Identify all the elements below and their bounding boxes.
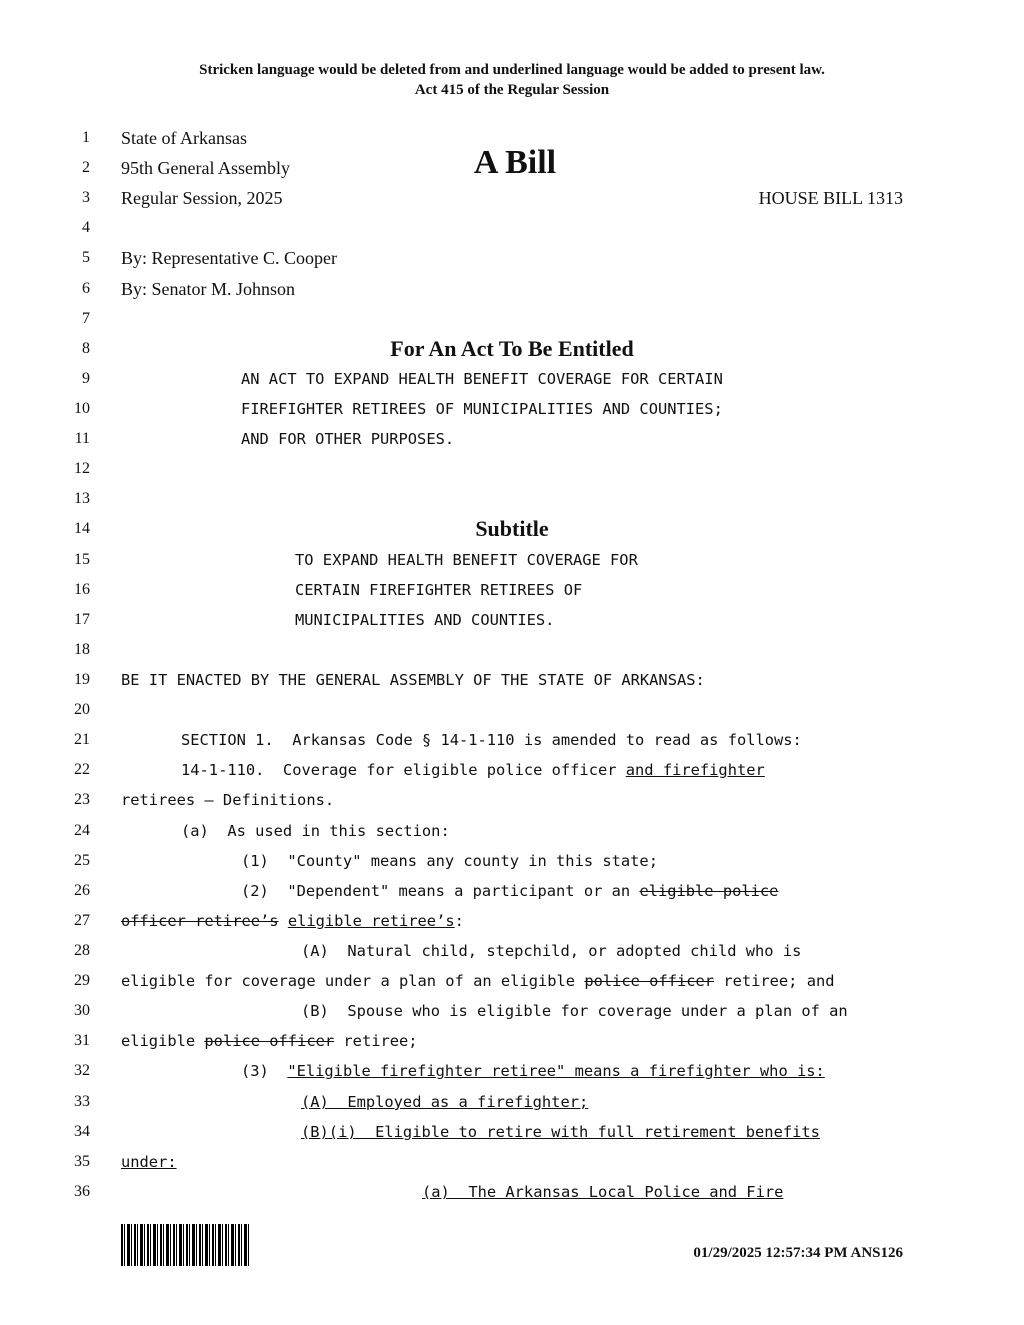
- general-assembly: 95th General Assembly: [121, 158, 290, 178]
- body-text: 14-1-110. Coverage for eligible police officer: [181, 761, 626, 779]
- stricken-text: eligible police: [639, 882, 779, 900]
- line-number: 25: [74, 852, 90, 869]
- line-number: 4: [82, 219, 90, 236]
- state-name: State of Arkansas: [121, 128, 247, 148]
- line-number: 17: [74, 611, 90, 628]
- stricken-text: officer retiree’s: [121, 912, 279, 930]
- stricken-text: police officer: [584, 972, 715, 990]
- body-text: retiree; and: [714, 972, 835, 990]
- body-text: eligible for coverage under a plan of an eligible: [121, 972, 585, 990]
- added-text: eligible retiree’s: [287, 912, 455, 930]
- added-text: (a) The Arkansas Local Police and Fire: [422, 1183, 784, 1201]
- amendment-notice: Stricken language would be deleted from and underlined language would be added to present law.: [199, 62, 825, 78]
- line-number: 18: [74, 641, 90, 658]
- line-number: 28: [74, 942, 90, 959]
- added-text: "Eligible firefighter retiree" means a firefighter who is:: [287, 1062, 825, 1080]
- body-line: (a) As used in this section:: [181, 822, 450, 840]
- line-number: 23: [74, 791, 90, 808]
- line-number: 32: [74, 1062, 90, 1079]
- subtitle-line: CERTAIN FIREFIGHTER RETIREES OF: [295, 581, 583, 599]
- line-number: 15: [74, 551, 90, 568]
- line-number: 11: [74, 430, 90, 447]
- subtitle-line: TO EXPAND HEALTH BENEFIT COVERAGE FOR: [295, 551, 638, 569]
- body-line: [121, 966, 835, 996]
- line-number: 3: [82, 189, 90, 206]
- line-number: 8: [82, 340, 90, 357]
- barcode: [121, 1224, 249, 1266]
- line-number: 35: [74, 1153, 90, 1170]
- entitled-heading: For An Act To Be Entitled: [390, 336, 634, 361]
- added-text: under:: [121, 1153, 177, 1171]
- body-line: (A) Natural child, stepchild, or adopted child who is: [301, 942, 802, 960]
- entitled-line: AN ACT TO EXPAND HEALTH BENEFIT COVERAGE FOR CERTAIN: [241, 370, 723, 388]
- added-text: (B)(i) Eligible to retire with full retirement benefits: [301, 1123, 820, 1141]
- body-line: (B) Spouse who is eligible for coverage under a plan of an: [301, 1002, 848, 1020]
- line-number: 5: [82, 249, 90, 266]
- added-text: (A) Employed as a firefighter;: [301, 1093, 589, 1111]
- line-number: 33: [74, 1093, 90, 1110]
- line-number: 30: [74, 1002, 90, 1019]
- subtitle-line: MUNICIPALITIES AND COUNTIES.: [295, 611, 555, 629]
- body-text: eligible: [121, 1032, 205, 1050]
- stricken-text: police officer: [204, 1032, 335, 1050]
- line-number: 9: [82, 370, 90, 387]
- body-text: (2) "Dependent" means a participant or an: [241, 882, 640, 900]
- act-number: Act 415 of the Regular Session: [414, 82, 610, 98]
- enacting-clause: BE IT ENACTED BY THE GENERAL ASSEMBLY OF THE STATE OF ARKANSAS:: [121, 671, 705, 689]
- body-line: [121, 906, 464, 936]
- line-number: 22: [74, 761, 90, 778]
- line-number: 2: [82, 159, 90, 176]
- line-number: 19: [74, 671, 90, 688]
- line-number: 26: [74, 882, 90, 899]
- sponsor-senate: By: Senator M. Johnson: [121, 279, 296, 299]
- line-number: 20: [74, 701, 90, 718]
- line-number: 1: [82, 129, 90, 146]
- footer-timestamp: 01/29/2025 12:57:34 PM ANS126: [693, 1245, 903, 1261]
- body-text: (3): [241, 1062, 288, 1080]
- line-number: 12: [74, 460, 90, 477]
- line-number: 31: [74, 1032, 90, 1049]
- bill-title: A Bill: [473, 144, 557, 181]
- line-number: 29: [74, 972, 90, 989]
- entitled-line: FIREFIGHTER RETIREES OF MUNICIPALITIES AND COUNTIES;: [241, 400, 723, 418]
- sponsor-house: By: Representative C. Cooper: [121, 248, 337, 268]
- line-number: 7: [82, 310, 90, 327]
- line-number: 36: [74, 1183, 90, 1200]
- body-line: retirees — Definitions.: [121, 791, 335, 809]
- code-section-title: [181, 755, 765, 785]
- line-number: 10: [74, 400, 90, 417]
- line-number: 16: [74, 581, 90, 598]
- body-text: retiree;: [334, 1032, 418, 1050]
- session: Regular Session, 2025: [121, 188, 283, 208]
- body-text: :: [454, 912, 464, 930]
- line-number: 24: [74, 822, 90, 839]
- line-number: 34: [74, 1123, 90, 1140]
- added-text: and firefighter: [625, 761, 765, 779]
- line-number: 14: [74, 520, 90, 537]
- body-line: [241, 876, 778, 906]
- body-line: [121, 1026, 418, 1056]
- line-number: 6: [82, 280, 90, 297]
- body-line: (1) "County" means any county in this state;: [241, 852, 658, 870]
- line-number: 27: [74, 912, 90, 929]
- entitled-line: AND FOR OTHER PURPOSES.: [241, 430, 455, 448]
- bill-number: HOUSE BILL 1313: [758, 188, 903, 208]
- line-number: 13: [74, 490, 90, 507]
- line-number: 21: [74, 731, 90, 748]
- body-line: [241, 1056, 825, 1086]
- section-heading: SECTION 1. Arkansas Code § 14-1-110 is amended to read as follows:: [181, 731, 802, 749]
- subtitle-heading: Subtitle: [475, 516, 549, 541]
